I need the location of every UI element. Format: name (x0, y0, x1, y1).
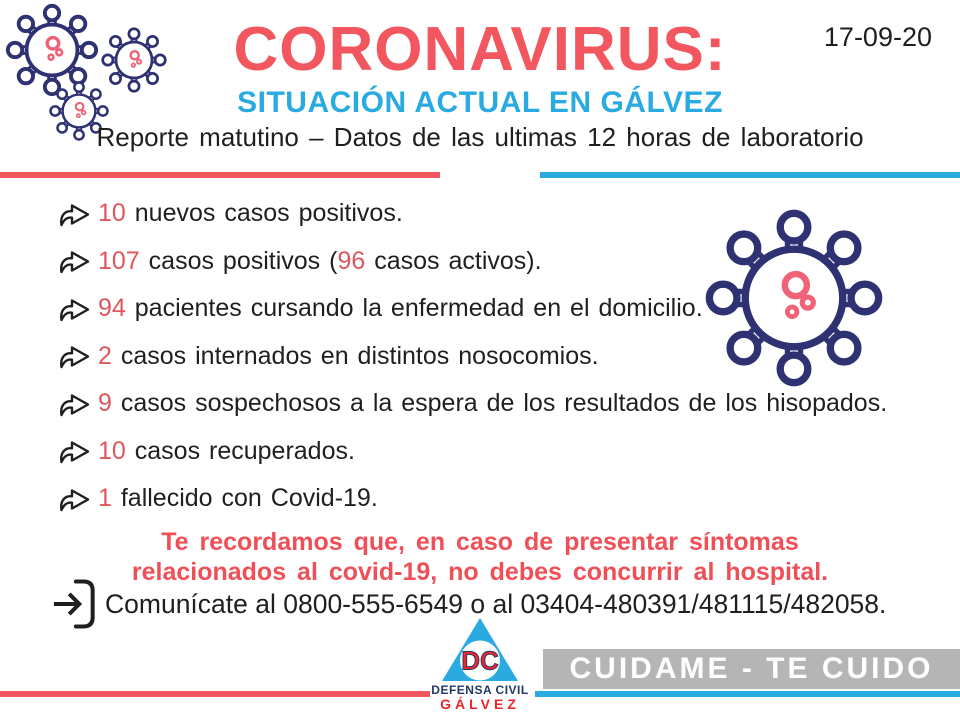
case-count: 94 (98, 294, 126, 323)
report-item-text (98, 294, 703, 323)
divider-top-blue (540, 172, 960, 178)
login-arrow-icon (52, 577, 96, 631)
curved-arrow-right-icon (58, 341, 92, 371)
divider-bottom-red (0, 691, 430, 697)
curved-arrow-right-icon (58, 389, 92, 419)
report-item-text (98, 342, 599, 371)
case-count: 96 (337, 246, 366, 275)
case-count: 2 (98, 341, 112, 370)
curved-arrow-right-icon (58, 294, 92, 324)
report-item-text (98, 199, 403, 228)
virus-icon (702, 206, 886, 390)
warning-text: Te recordamos que, en caso de presentar síntomas relacionados al covid-19, no debes concurrir al hospital. (131, 528, 829, 586)
report-item (58, 475, 887, 523)
case-label: casos activos). (365, 246, 542, 275)
case-count: 107 (98, 246, 140, 275)
case-count: 9 (98, 389, 112, 418)
logo-org-name: DEFENSA CIVIL (431, 683, 529, 697)
footer-banner: CUIDAME - TE CUIDO (543, 649, 960, 689)
page-title: CORONAVIRUS: (233, 15, 727, 84)
case-label: casos internados en distintos nosocomios. (111, 341, 599, 370)
case-label: nuevos casos positivos. (125, 199, 403, 228)
case-label: casos recuperados. (125, 436, 355, 465)
defensa-civil-logo (432, 615, 528, 685)
case-count: 1 (98, 484, 112, 513)
curved-arrow-right-icon (58, 484, 92, 514)
case-count: 10 (98, 436, 126, 465)
report-item-text (98, 247, 542, 276)
page-subtitle: SITUACIÓN ACTUAL EN GÁLVEZ (237, 86, 723, 119)
report-item (58, 428, 887, 476)
report-item-text (98, 389, 887, 418)
report-date: 17-09-20 (823, 22, 932, 52)
divider-bottom-blue (535, 691, 960, 697)
case-label: casos positivos ( (139, 246, 338, 275)
case-label: pacientes cursando la enfermedad en el domicilio. (125, 294, 703, 323)
case-label: fallecido con Covid-19. (111, 484, 378, 513)
curved-arrow-right-icon (58, 246, 92, 276)
curved-arrow-right-icon (58, 436, 92, 466)
logo-city-name: GÁLVEZ (440, 696, 520, 712)
report-item-text (98, 484, 378, 513)
contact-text: Comunícate al 0800-555-6549 o al 03404-480391/481115/482058. (105, 588, 887, 619)
logo-initials: DC (461, 645, 499, 676)
report-item-text (98, 437, 355, 466)
divider-top-red (0, 172, 440, 178)
case-count: 10 (98, 199, 126, 228)
case-label: casos sospechosos a la espera de los resultados de los hisopados. (111, 389, 888, 418)
curved-arrow-right-icon (58, 199, 92, 229)
report-tagline: Reporte matutino – Datos de las ultimas 12 horas de laboratorio (96, 122, 864, 152)
